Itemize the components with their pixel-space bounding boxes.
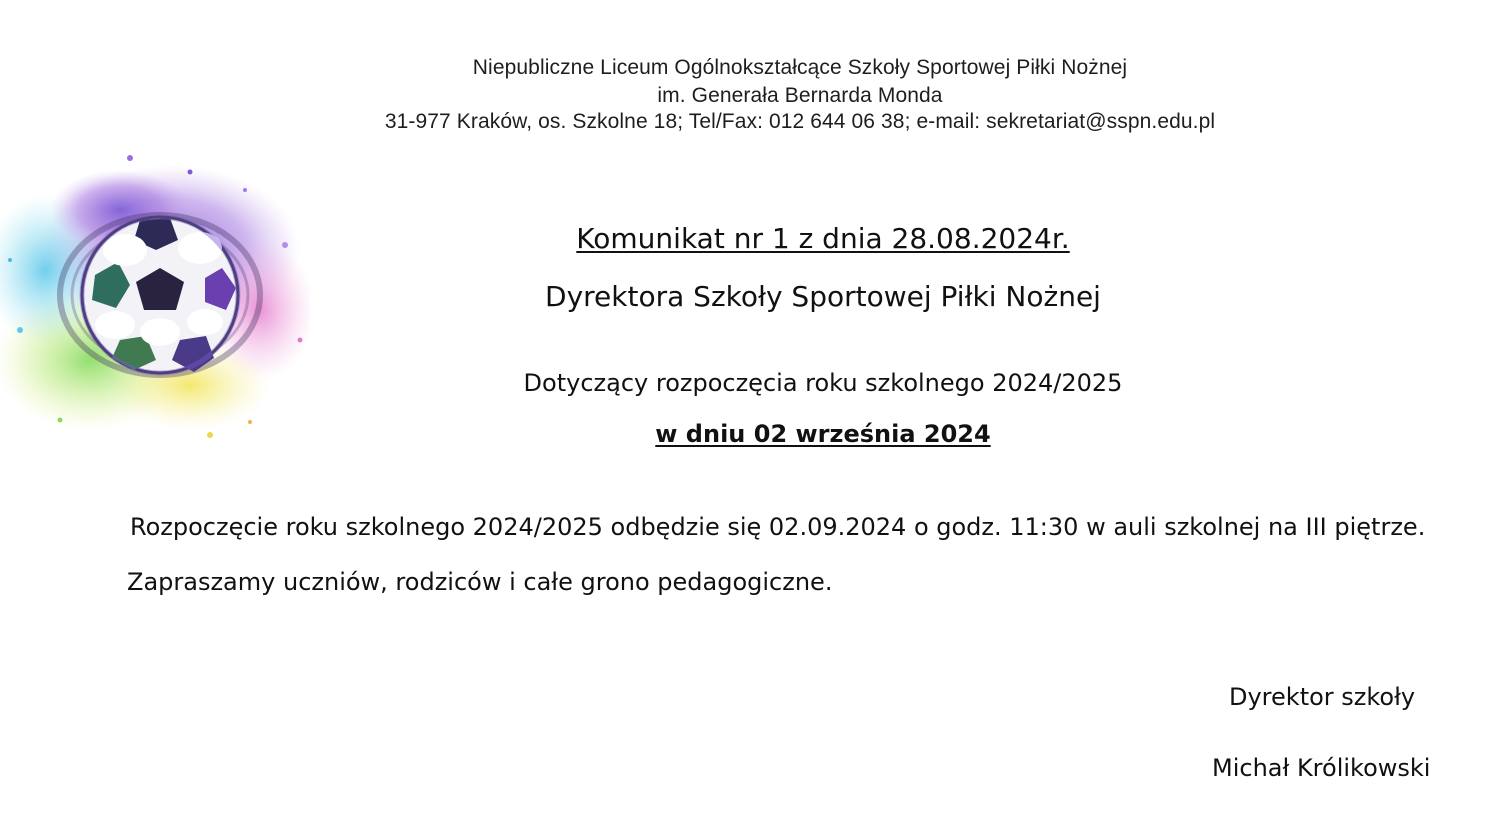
notice-subtitle: Dyrektora Szkoły Sportowej Piłki Nożnej	[545, 280, 1101, 313]
soccer-ball-splash-icon	[0, 150, 310, 445]
notice-concerning: Dotyczący rozpoczęcia roku szkolnego 2024/2025	[523, 369, 1123, 397]
signature-name: Michał Królikowski	[1212, 754, 1431, 782]
notice-date: w dniu 02 września 2024	[655, 420, 991, 448]
school-name: Niepubliczne Liceum Ogólnokształcące Szkoły Sportowej Piłki Nożnej	[472, 56, 1128, 79]
body-paragraph-start: Rozpoczęcie roku szkolnego 2024/2025 odbędzie się 02.09.2024 o godz. 11:30 w auli szkolnej na III piętrze.	[130, 513, 1426, 541]
body-paragraph-invitation: Zapraszamy uczniów, rodziców i całe grono pedagogiczne.	[127, 568, 833, 596]
school-patron: im. Generała Bernarda Monda	[657, 84, 943, 107]
school-contact: 31-977 Kraków, os. Szkolne 18; Tel/Fax: 012 644 06 38; e-mail: sekretariat@sspn.edu.pl	[384, 110, 1216, 133]
signature-role: Dyrektor szkoły	[1229, 683, 1416, 711]
notice-title: Komunikat nr 1 z dnia 28.08.2024r.	[576, 222, 1070, 255]
